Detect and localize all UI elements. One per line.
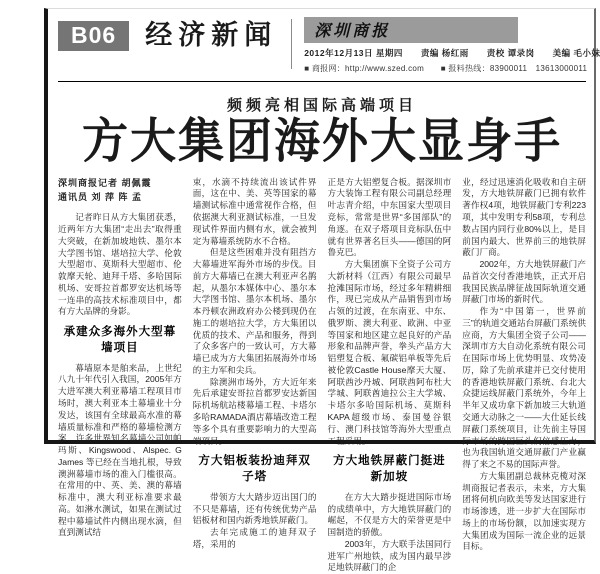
paragraph: 2002年，方大地铁屏蔽门产品首次交付香港地铁，正式开启我国民族品牌征战国际轨道交通屏蔽门市场的新时代。 [462,259,586,305]
byline-line: 深圳商报记者 胡佩霞 [58,177,152,188]
article-columns [58,177,586,574]
paragraph: 2003年，方大联手法国同行进军广州地铁，成为国内最早涉足地铁屏蔽门的企 [327,538,452,573]
masthead-logo: 深圳商报 [314,23,391,40]
website-hotline-line: ■ 商报网：http://www.szed.com ■ 报料热线：83900011 13613000011 [304,64,588,73]
paragraph: 在方大大踏步挺进国际市场的成绩单中，方大地铁屏蔽门的崛起，不仅是方大的荣誉更是中国制造的骄傲。 [327,491,452,538]
paragraph-continued: 业，经过迅速消化吸收和自主研发，方大地铁屏蔽门已拥有软件著作权4项，地铁屏蔽门专利223项，其中发明专利58项，专利总数占国内同行业80%以上，是目前国内最大、世界前三的地铁屏蔽门厂商。 [462,176,586,258]
header-divider [291,19,292,69]
date-staff-line: 2012年12月13日 星期四 责编 杨红雨 责校 谭录岗 美编 毛小妹 [304,48,600,58]
header-right-block [304,17,600,74]
paragraph: 方大集团副总裁林克榄对深圳商报记者表示，未来，方大集团将伺机向欧美等发达国家进行市场渗透，进一步扩大在国际市场上的市场份额，以加速实现方大集团成为国际一流企业的远景目标。 [462,470,586,552]
article-column-4 [462,177,586,574]
section-title: 经济新闻 [145,20,278,50]
headline: 方大集团海外大显身手 [82,113,562,169]
header-rule [58,81,586,82]
article-column-3 [328,177,452,574]
paragraph: 除澳洲市场外，方大近年来先后承建安哥拉首都罗安达新国际机场航站楼幕墙工程、卡塔尔多哈RAMADA酒店幕墙改造工程等多个具有重要影响力的大型高端项目。 [192,376,317,446]
article-column-2 [193,177,317,574]
paragraph-continued: 正是方大铝塑复合板。据深圳市方大装饰工程有限公司副总经理叶志青介绍，中东国家大型项目竞标，常常是世界“多国部队”的角逐。在双子塔项目竞标队伍中就有世界著名巨头——德国的阿鲁克巴。 [327,176,452,258]
article-column-1 [58,177,182,574]
section-subhead: 方大地铁屏蔽门挺进新加坡 [333,455,446,484]
kicker: 频频亮相国际高端项目 [226,97,417,114]
newspaper-page [44,8,600,573]
page-number: B06 [58,21,129,51]
paragraph: 方大集团旗下全资子公司方大新材料（江西）有限公司最早抢滩国际市场，经过多年精耕细作，现已完成从产品销售到市场占领的过渡，在东南亚、中东、俄罗斯、澳大利亚、欧洲、中亚等国家和地区建立起良好的产品形象和品牌声誉，拳头产品方大铝塑复合板、氟碳铝单板等先后被伦敦Castle House摩天大厦、阿联酋沙丹城、阿联酋阿布杜大学城、阿联酋迪拉公主大学城、卡塔尔多哈国际机场、莫斯科KAPA超级市场、泰国曼谷银行、澳门科技馆等海外大型重点工程采用。 [327,259,452,446]
paragraph: 作为“中国第一，世界前三”的轨道交通站台屏蔽门系统供应商，方大集团全资子公司——深圳市方大自动化系统有限公司在国际市场上优势明显、攻势凌厉，除了先前承建并已交付使用的香港地铁屏蔽门系统、台北大众捷运线屏蔽门系统外，今年上半年又成功拿下新加坡三大轨道交通大动脉之一——大仕延长线屏蔽门系统项目，让先前主导国际市场的跨国巨头们倍感压力，也为我国轨道交通屏蔽门产业赢得了来之不易的国际声誉。 [462,306,586,470]
section-subhead: 承建众多海外大型幕墙项目 [63,326,177,354]
byline-line: 通讯员 刘 萍 阵 孟 [58,192,143,202]
page-header [58,17,600,74]
paragraph: 去年完成施工的迪拜双子塔，采用的 [192,527,317,549]
paragraph: 记者昨日从方大集团获悉，近两年方大集团“走出去”取得重大突破，在新加坡地铁、墨尔本大学图书馆、堪培拉大学、伦敦大型超市、莫斯科大型超市、伦敦摩天轮、迪拜千塔、多哈国际机场、安哥拉首都罗安达机场等一连串的高技术标准项目中，都有方大品牌的身影。 [58,212,182,317]
paragraph: 幕墙原本是舶来品，上世纪八九十年代引入我国，2005年方大进军澳大利亚幕墙工程项目市场时，澳大利亚本土幕墙业十分发达，该国有全球最高水准的幕墙质量标准和严格的幕墙检测方案，许多世界知名幕墙公司如帕玛斯、Kingswood、Alspec. G James 等已经在当地扎根，导致澳洲幕墙市场的准入门槛很高。在常用的中、英、美、澳的幕墙标准中，澳大利亚标准要求最高。如淋水测试，如果在测试过程中幕墙试件内侧出现水滴，但直到测试结 [58,362,182,538]
paragraph: 带领方大大踏步迈出国门的不只是幕墙，还有传统优势产品铝板材和国内新秀地铁屏蔽门。 [192,491,317,526]
section-subhead: 方大铝板装扮迪拜双子塔 [198,455,311,484]
paragraph: 但是这些困难并没有阻挡方大幕墙进军海外市场的步伐。目前方大幕墙已在澳大利亚声名鹊起，从墨尔本媒体中心、墨尔本大学图书馆、墨尔本机场、墨尔本丹顿农洲政府办公楼到现仍在施工的堪培拉大学，方大集团以优质的技术、产品和服务，得到了众多客户的一致认可，方大幕墙已成为方大集团拓展海外市场的主力军和尖兵。 [192,247,317,375]
masthead-bar [304,17,518,43]
paragraph-continued: 束，水滴不持续流出该试件界面，这在中、美、英等国家的幕墙测试标准中通常视作合格，但依据澳大利亚测试标准，一旦发现试件界面内侧有水，就会被判定为幕墙系统防水不合格。 [192,176,317,246]
